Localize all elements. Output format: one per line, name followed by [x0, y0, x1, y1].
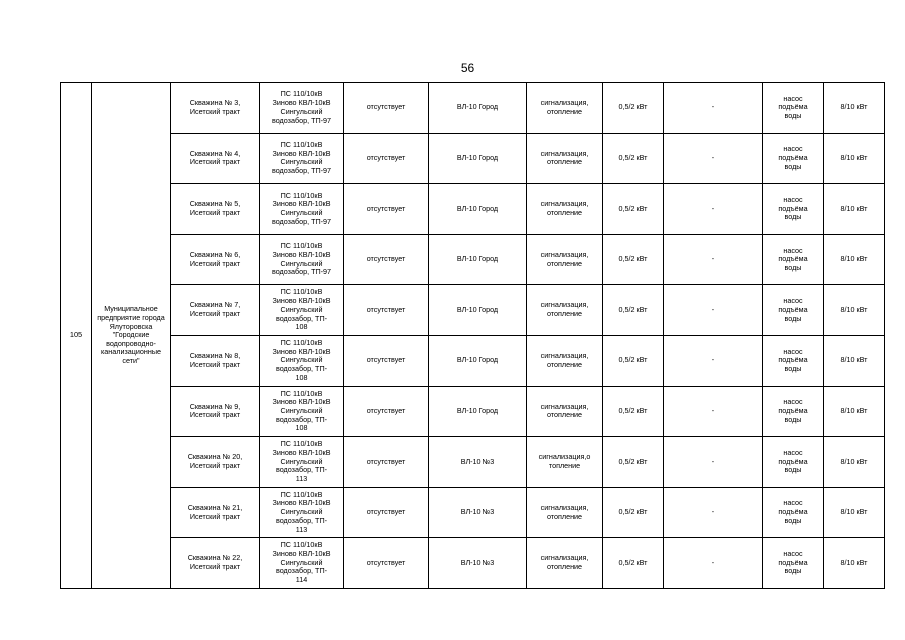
- supply-cell: ПС 110/10кВ Зиново КВЛ-10кВ Сингульский водозабор, ТП-97: [260, 133, 344, 184]
- line-cell: ВЛ-10 №3: [429, 487, 527, 538]
- load-cell: 8/10 кВт: [824, 386, 885, 437]
- equipment-cell: насос подъёма воды: [763, 285, 824, 336]
- power-cell: 0,5/2 кВт: [603, 335, 664, 386]
- equipment-cell: насос подъёма воды: [763, 538, 824, 589]
- supply-cell: ПС 110/10кВ Зиново КВЛ-10кВ Сингульский водозабор, ТП- 108: [260, 285, 344, 336]
- purpose-cell: сигнализация, отопление: [527, 234, 603, 285]
- line-cell: ВЛ-10 Город: [429, 234, 527, 285]
- extra-cell: -: [664, 83, 763, 134]
- object-cell: Скважина № 22, Исетский тракт: [171, 538, 260, 589]
- purpose-cell: сигнализация, отопление: [527, 538, 603, 589]
- power-cell: 0,5/2 кВт: [603, 487, 664, 538]
- equipment-cell: насос подъёма воды: [763, 386, 824, 437]
- power-cell: 0,5/2 кВт: [603, 83, 664, 134]
- table-row: [61, 133, 885, 184]
- purpose-cell: сигнализация, отопление: [527, 133, 603, 184]
- line-cell: ВЛ-10 Город: [429, 133, 527, 184]
- reserve-cell: отсутствует: [344, 285, 429, 336]
- load-cell: 8/10 кВт: [824, 133, 885, 184]
- power-cell: 0,5/2 кВт: [603, 184, 664, 235]
- load-cell: 8/10 кВт: [824, 83, 885, 134]
- supply-cell: ПС 110/10кВ Зиново КВЛ-10кВ Сингульский водозабор, ТП-97: [260, 83, 344, 134]
- line-cell: ВЛ-10 Город: [429, 285, 527, 336]
- equipment-cell: насос подъёма воды: [763, 335, 824, 386]
- table-row: [61, 234, 885, 285]
- purpose-cell: сигнализация, отопление: [527, 487, 603, 538]
- power-cell: 0,5/2 кВт: [603, 234, 664, 285]
- supply-cell: ПС 110/10кВ Зиново КВЛ-10кВ Сингульский водозабор, ТП-97: [260, 234, 344, 285]
- line-cell: ВЛ-10 №3: [429, 538, 527, 589]
- reserve-cell: отсутствует: [344, 133, 429, 184]
- table-row: [61, 184, 885, 235]
- object-cell: Скважина № 20, Исетский тракт: [171, 437, 260, 488]
- purpose-cell: сигнализация, отопление: [527, 335, 603, 386]
- power-cell: 0,5/2 кВт: [603, 133, 664, 184]
- table-row: [61, 83, 885, 134]
- table-row: [61, 335, 885, 386]
- organization-cell: Муниципальное предприятие города Ялуторовска "Городские водопроводно-канализационные сети": [92, 83, 171, 589]
- load-cell: 8/10 кВт: [824, 335, 885, 386]
- reserve-cell: отсутствует: [344, 487, 429, 538]
- supply-cell: ПС 110/10кВ Зиново КВЛ-10кВ Сингульский водозабор, ТП- 108: [260, 386, 344, 437]
- supply-cell: ПС 110/10кВ Зиново КВЛ-10кВ Сингульский водозабор, ТП- 114: [260, 538, 344, 589]
- table-row: [61, 487, 885, 538]
- equipment-cell: насос подъёма воды: [763, 133, 824, 184]
- line-cell: ВЛ-10 Город: [429, 386, 527, 437]
- line-cell: ВЛ-10 Город: [429, 335, 527, 386]
- equipment-cell: насос подъёма воды: [763, 234, 824, 285]
- extra-cell: -: [664, 285, 763, 336]
- table-row: [61, 437, 885, 488]
- object-cell: Скважина № 4, Исетский тракт: [171, 133, 260, 184]
- extra-cell: -: [664, 487, 763, 538]
- reserve-cell: отсутствует: [344, 437, 429, 488]
- line-cell: ВЛ-10 Город: [429, 83, 527, 134]
- supply-cell: ПС 110/10кВ Зиново КВЛ-10кВ Сингульский водозабор, ТП-97: [260, 184, 344, 235]
- extra-cell: -: [664, 538, 763, 589]
- load-cell: 8/10 кВт: [824, 234, 885, 285]
- object-cell: Скважина № 6, Исетский тракт: [171, 234, 260, 285]
- reserve-cell: отсутствует: [344, 538, 429, 589]
- row-number-cell: 105: [61, 83, 92, 589]
- power-supply-table: [60, 82, 885, 589]
- table-row: [61, 538, 885, 589]
- equipment-cell: насос подъёма воды: [763, 83, 824, 134]
- object-cell: Скважина № 21, Исетский тракт: [171, 487, 260, 538]
- reserve-cell: отсутствует: [344, 335, 429, 386]
- power-cell: 0,5/2 кВт: [603, 437, 664, 488]
- power-cell: 0,5/2 кВт: [603, 285, 664, 336]
- power-cell: 0,5/2 кВт: [603, 538, 664, 589]
- purpose-cell: сигнализация, отопление: [527, 83, 603, 134]
- object-cell: Скважина № 9, Исетский тракт: [171, 386, 260, 437]
- object-cell: Скважина № 3, Исетский тракт: [171, 83, 260, 134]
- reserve-cell: отсутствует: [344, 386, 429, 437]
- supply-cell: ПС 110/10кВ Зиново КВЛ-10кВ Сингульский водозабор, ТП- 113: [260, 437, 344, 488]
- line-cell: ВЛ-10 Город: [429, 184, 527, 235]
- reserve-cell: отсутствует: [344, 184, 429, 235]
- purpose-cell: сигнализация, отопление: [527, 386, 603, 437]
- table-row: [61, 285, 885, 336]
- equipment-cell: насос подъёма воды: [763, 437, 824, 488]
- purpose-cell: сигнализация,о топление: [527, 437, 603, 488]
- extra-cell: -: [664, 386, 763, 437]
- load-cell: 8/10 кВт: [824, 184, 885, 235]
- reserve-cell: отсутствует: [344, 234, 429, 285]
- object-cell: Скважина № 8, Исетский тракт: [171, 335, 260, 386]
- extra-cell: -: [664, 133, 763, 184]
- equipment-cell: насос подъёма воды: [763, 184, 824, 235]
- power-cell: 0,5/2 кВт: [603, 386, 664, 437]
- object-cell: Скважина № 5, Исетский тракт: [171, 184, 260, 235]
- page-number: 56: [460, 61, 475, 75]
- object-cell: Скважина № 7, Исетский тракт: [171, 285, 260, 336]
- purpose-cell: сигнализация, отопление: [527, 285, 603, 336]
- extra-cell: -: [664, 437, 763, 488]
- reserve-cell: отсутствует: [344, 83, 429, 134]
- purpose-cell: сигнализация, отопление: [527, 184, 603, 235]
- table-row: [61, 386, 885, 437]
- load-cell: 8/10 кВт: [824, 538, 885, 589]
- supply-cell: ПС 110/10кВ Зиново КВЛ-10кВ Сингульский водозабор, ТП- 113: [260, 487, 344, 538]
- load-cell: 8/10 кВт: [824, 437, 885, 488]
- load-cell: 8/10 кВт: [824, 487, 885, 538]
- extra-cell: -: [664, 234, 763, 285]
- supply-cell: ПС 110/10кВ Зиново КВЛ-10кВ Сингульский водозабор, ТП- 108: [260, 335, 344, 386]
- equipment-cell: насос подъёма воды: [763, 487, 824, 538]
- extra-cell: -: [664, 184, 763, 235]
- line-cell: ВЛ-10 №3: [429, 437, 527, 488]
- load-cell: 8/10 кВт: [824, 285, 885, 336]
- extra-cell: -: [664, 335, 763, 386]
